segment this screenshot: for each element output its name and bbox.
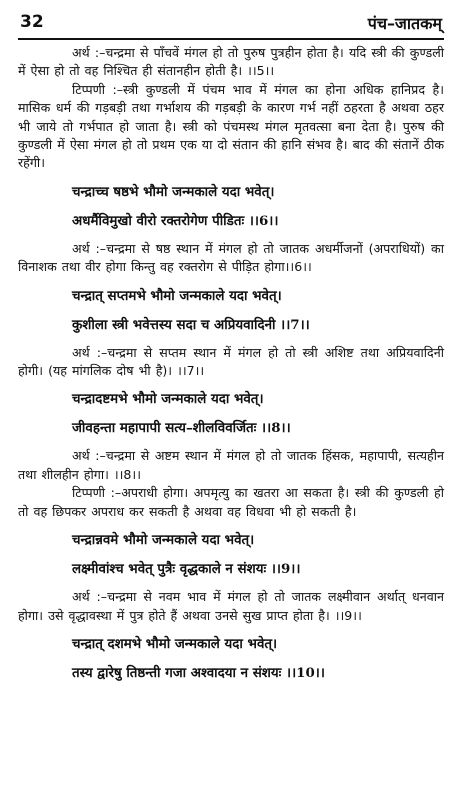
running-title: पंच–जातकम् bbox=[367, 14, 442, 33]
meaning-paragraph-9: अर्थ :–चन्द्रमा से नवम भाव में मंगल हो तो जातक लक्ष्मीवान अर्थात् धनवान होगा। उसे वृद्धावस्था में पुत्र होते हैं अथवा उनसे सुख प्राप्त होता है। ।।9।। bbox=[18, 589, 444, 623]
verse-10-line-1: चन्द्रात् दशमभे भौमो जन्मकाले यदा भवेत्। bbox=[72, 635, 278, 652]
verse-8-line-2: जीवहन्ता महापापी सत्य–शीलविवर्जितः ।।8।। bbox=[72, 420, 291, 437]
verse-7-line-1: चन्द्रात् सप्तमभे भौमो जन्मकाले यदा भवेत्। bbox=[72, 287, 282, 304]
note-paragraph-8: टिप्पणी :–अपराधी होगा। अपमृत्यु का खतरा आ सकता है। स्त्री की कुण्डली हो तो वह छिपकर अपराध कर सकती है अथवा वह विधवा भी हो सकती है। bbox=[18, 485, 444, 519]
meaning-paragraph-5: अर्थ :–चन्द्रमा से पाँचवें मंगल हो तो पुरुष पुत्रहीन होता है। यदि स्त्री की कुण्डली में ऐसा हो तो वह निश्चित ही संतानहीन होती है। ।।5।। bbox=[18, 45, 444, 79]
meaning-paragraph-8: अर्थ :–चन्द्रमा से अष्टम स्थान में मंगल हो तो जातक हिंसक, महापापी, सत्यहीन तथा शीलहीन होगा। ।।8।। bbox=[18, 448, 444, 482]
note-paragraph-5: टिप्पणी :–स्त्री कुण्डली में पंचम भाव में मंगल का होना अधिक हानिप्रद है। मासिक धर्म की गड़बड़ी तथा गर्भाशय की गड़बड़ी के कारण गर्भ नहीं ठहरता है अथवा ठहर भी जाये तो गर्भपात हो जाता है। स्त्री को पंचमस्थ मंगल मृतवत्सा बना देता है। पुरुष की कुण्डली में ऐसा मंगल हो तो प्रथम एक या दो संतान की हानि संभव है। बाद की संतानें ठीक रहेंगी। bbox=[18, 81, 444, 171]
meaning-paragraph-7: अर्थ :–चन्द्रमा से सप्तम स्थान में मंगल हो तो स्त्री अशिष्ट तथा अप्रियवादिनी होगी। (यह मांगलिक दोष भी है)। ।।7।। bbox=[18, 344, 444, 379]
page-body bbox=[18, 44, 444, 683]
meaning-paragraph-6: अर्थ :–चन्द्रमा से षष्ठ स्थान में मंगल हो तो जातक अधर्मीजनों (अपराधियों) का विनाशक तथा वीर होगा किन्तु वह रक्तरोग से पीड़ित होगा।।6।। bbox=[18, 240, 444, 275]
page-header bbox=[18, 0, 444, 44]
header-rule bbox=[18, 38, 444, 40]
verse-6-line-2: अधर्मैविमुखो वीरो रक्तरोगेण पीडितः ।।6।। bbox=[72, 212, 279, 229]
verse-7-line-2: कुशीला स्त्री भवेत्तस्य सदा च अप्रियवादिनी ।।7।। bbox=[72, 316, 310, 333]
verse-6-line-1: चन्द्राच्च षष्ठभे भौमो जन्मकाले यदा भवेत्। bbox=[72, 183, 275, 200]
verse-9-line-2: लक्ष्मीवांश्च भवेत् पुत्रैः वृद्धकाले न संशयः ।।9।। bbox=[72, 561, 301, 578]
page-number: 32 bbox=[20, 12, 44, 32]
verse-10-line-2: तस्य द्वारेषु तिष्ठन्ती गजा अश्वादया न संशयः ।।10।। bbox=[72, 664, 325, 681]
verse-8-line-1: चन्द्रादष्टमभे भौमो जन्मकाले यदा भवेत्। bbox=[72, 391, 264, 408]
verse-9-line-1: चन्द्रान्नवमे भौमो जन्मकाले यदा भवेत्। bbox=[72, 532, 255, 549]
